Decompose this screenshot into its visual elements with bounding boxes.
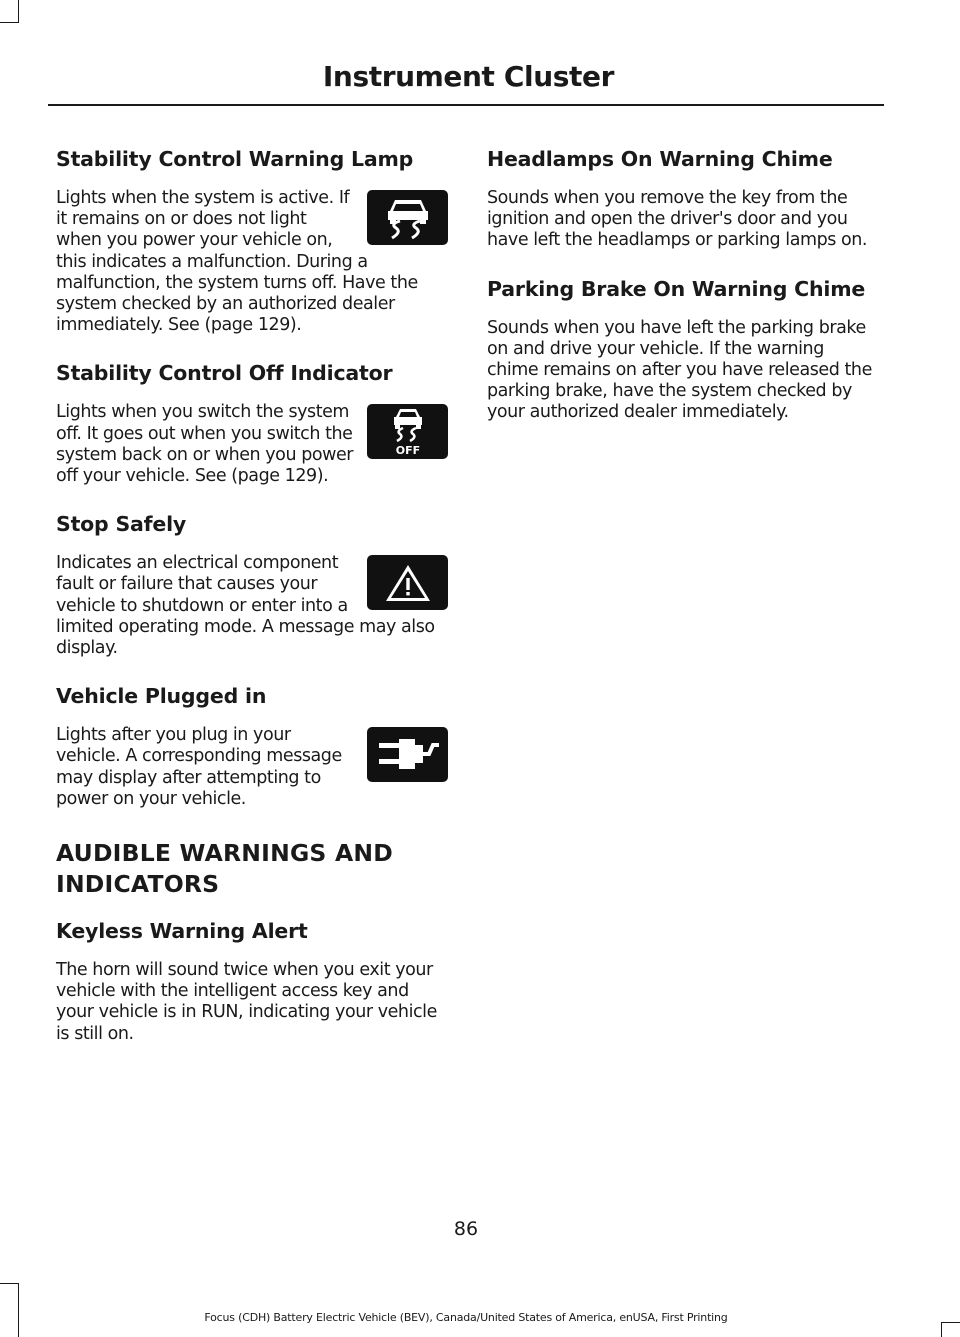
warning-triangle-icon (367, 555, 448, 610)
header-rule (48, 104, 884, 106)
section-heading: Vehicle Plugged in (56, 684, 267, 709)
section-heading: Keyless Warning Alert (56, 919, 308, 944)
right-column (487, 144, 879, 446)
section-heading: Stop Safely (56, 512, 187, 537)
section-text: Sounds when you have left the parking brake on and drive your vehicle. If the warning chime remains on after you have released the parking brake, have the system checked by your authorized dealer immediately. (487, 317, 872, 423)
page-number: 86 (453, 1218, 479, 1240)
section-text: Lights when the system is active. If it remains on or does not light when you power your vehicle on, this indicates a malfunction. During a malfunction, the system turns off. Have the system checked by an authorized dealer immediately. See (page 129). (56, 188, 418, 336)
off-label: OFF (395, 443, 420, 457)
crop-mark (0, 1283, 19, 1284)
section-text: The horn will sound twice when you exit your vehicle with the intelligent access key and your vehicle is in RUN, indicating your vehicle is still on. (56, 960, 437, 1044)
section-text: Lights after you plug in your vehicle. A corresponding message may display after attempting to power on your vehicle. (56, 725, 342, 809)
stability-control-off-icon (367, 404, 448, 459)
left-column (56, 144, 448, 1067)
section-heading: Stability Control Warning Lamp (56, 147, 414, 171)
footer-text: Focus (CDH) Battery Electric Vehicle (BEV), Canada/United States of America, enUSA, First Printing (204, 1311, 728, 1324)
section-text: Lights when you switch the system off. It goes out when you switch the system back on or when you power off your vehicle. See (page 129). (56, 402, 354, 487)
stability-control-icon (367, 190, 448, 245)
page-title: Instrument Cluster (322, 60, 614, 93)
section-heading: Parking Brake On Warning Chime (487, 276, 866, 301)
section-text: Sounds when you remove the key from the ignition and open the driver's door and you have left the headlamps or parking lamps on. (487, 188, 868, 251)
section-text: Indicates an electrical component fault or failure that causes your vehicle to shutdown or enter into a limited operating mode. A message may also display. (56, 553, 435, 659)
crop-mark (18, 1283, 19, 1337)
plug-icon (367, 727, 448, 782)
major-heading: AUDIBLE WARNINGS AND INDICATORS (56, 839, 393, 899)
section-heading: Stability Control Off Indicator (56, 361, 393, 386)
section-heading: Headlamps On Warning Chime (487, 147, 833, 171)
crop-mark (18, 0, 19, 22)
crop-mark (941, 1322, 960, 1323)
crop-mark (941, 1322, 942, 1337)
crop-mark (0, 22, 19, 23)
